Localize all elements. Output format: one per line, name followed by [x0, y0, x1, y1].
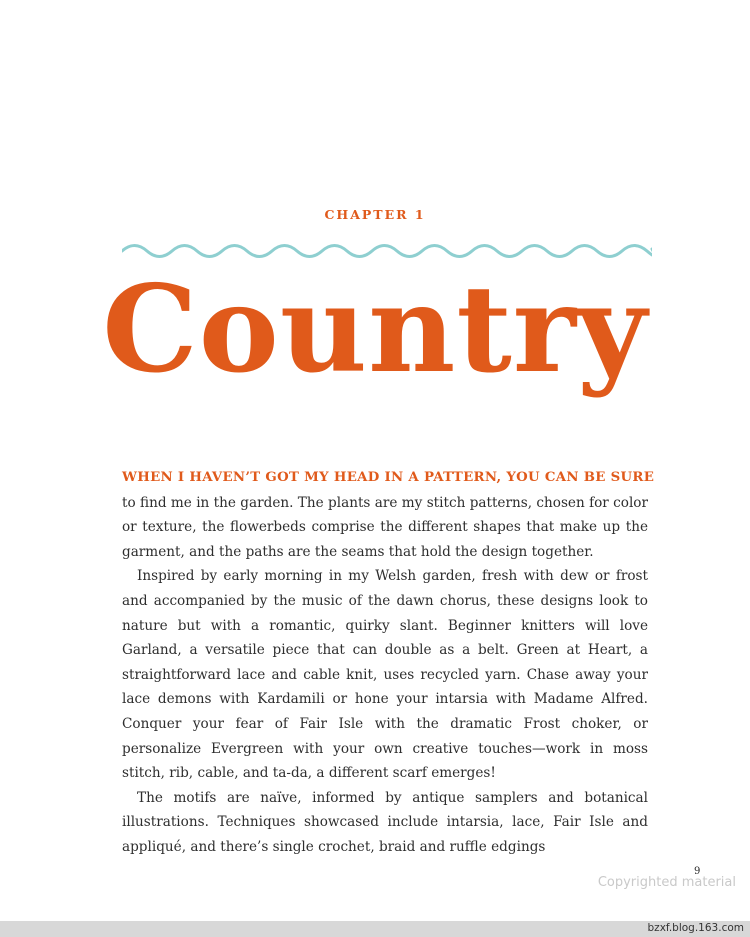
paragraph-2: Inspired by early morning in my Welsh garden, fresh with dew or frost and accompanied by the music of the dawn chorus, these designs look to nature but with a romantic, quirky slant. Beginner knitters will love Garland, a versatile piece that can double as a belt. Green at Heart, a straightforward lace and cable knit, uses recycled yarn. Chase away your lace demons with Kardamili or hone your intarsia with Madame Alfred. Conquer your fear of Fair Isle with the dramatic Frost choker, or personalize Evergreen with your own creative touches—work in moss stitch, rib, cable, and ta-da, a different scarf emerges! — [122, 568, 648, 782]
footer-bar — [0, 921, 750, 937]
page-number: 9 — [694, 866, 701, 877]
paragraph-3: The motifs are naïve, informed by antique samplers and botanical illustrations. Techniques showcased include intarsia, lace, Fair Isle and appliqué, and there’s single crochet, braid and ruffle edgings — [122, 789, 648, 855]
body-text — [122, 466, 655, 860]
chapter-title: Country — [102, 259, 648, 400]
lead-in: WHEN I HAVEN’T GOT MY HEAD IN A PATTERN, YOU CAN BE SURE — [122, 470, 655, 485]
paragraph-1 — [122, 466, 655, 564]
footer-source: bzxf.blog.163.com — [647, 922, 744, 934]
watermark: Copyrighted material — [597, 875, 736, 890]
chapter-label: CHAPTER 1 — [324, 207, 426, 222]
paragraph-1-text: to find me in the garden. The plants are my stitch patterns, chosen for color or texture, the flowerbeds comprise the different shapes that make up the garment, and the paths are the seams that hold the design together. — [122, 494, 648, 560]
